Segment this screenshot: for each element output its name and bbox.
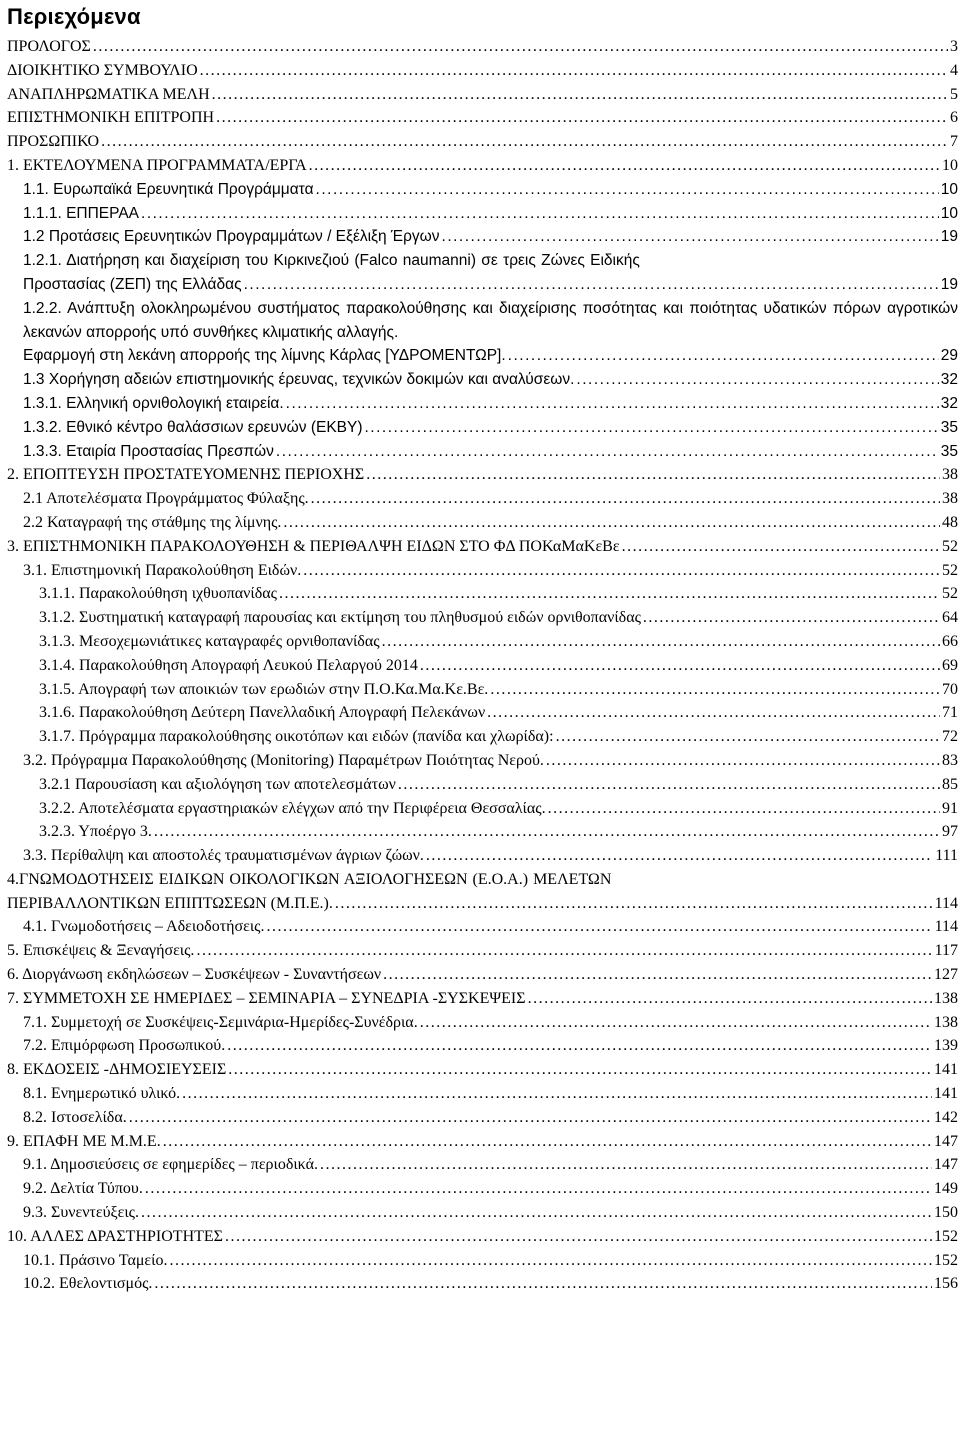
toc-entry-page: 85 <box>942 775 958 793</box>
toc-entry[interactable] <box>7 1249 958 1273</box>
toc-entry-text: 3.2.2. Αποτελέσματα εργαστηριακών ελέγχων από την Περιφέρεια Θεσσαλίας. <box>39 799 546 817</box>
toc-entry-text: 3.2.3. Υποέργο 3. <box>39 823 152 841</box>
dot-leader <box>309 154 940 178</box>
toc-entry-page: 19 <box>940 275 958 293</box>
toc-entry-page: 32 <box>940 394 958 412</box>
toc-entry[interactable] <box>7 202 958 226</box>
toc-entry-text: 2.1 Αποτελέσματα Προγράμματος Φύλαξης. <box>23 490 309 508</box>
dot-leader <box>556 725 940 749</box>
toc-entry-page: 7 <box>950 133 958 151</box>
dot-leader <box>366 463 940 487</box>
toc-entry[interactable] <box>7 987 958 1011</box>
toc-page <box>7 0 958 1296</box>
toc-entry-page: 70 <box>942 680 958 698</box>
toc-entry-page: 19 <box>940 228 958 246</box>
toc-entry-text: ΑΝΑΠΛΗΡΩΜΑΤΙΚΑ ΜΕΛΗ <box>7 85 210 103</box>
toc-entry-text: 3.1.1. Παρακολούθηση ιχθυοπανίδας <box>39 585 277 603</box>
toc-entry-page: 64 <box>942 609 958 627</box>
toc-entry-text: 8. ΕΚΔΟΣΕΙΣ -ΔΗΜΟΣΙΕΥΣΕΙΣ <box>7 1061 227 1079</box>
toc-entry-text: ΠΡΟΛΟΓΟΣ <box>7 38 91 55</box>
toc-entry-text: 1.1. Ευρωπαϊκά Ερευνητικά Προγράμματα <box>23 180 314 198</box>
toc-entry[interactable] <box>7 939 958 963</box>
toc-entry[interactable] <box>7 59 958 83</box>
toc-entry-text: 10.2. Εθελοντισμός. <box>23 1275 153 1293</box>
toc-entry[interactable] <box>7 1201 958 1225</box>
toc-entry-page: 38 <box>942 490 958 508</box>
dot-leader <box>266 915 932 939</box>
toc-entry[interactable] <box>7 559 958 583</box>
toc-entry[interactable] <box>7 1106 958 1130</box>
toc-entry-page: 141 <box>934 1061 958 1079</box>
toc-entry-page: 152 <box>934 1251 958 1269</box>
toc-entry-text: 1.2.1. Διατήρηση και διαχείριση του Κιρκινεζιού (Falco naumanni) σε τρεις Ζώνες Ειδικής <box>23 252 640 270</box>
toc-entry-page: 147 <box>934 1156 958 1174</box>
toc-entry-text: 3. ΕΠΙΣΤΗΜΟΝΙΚΗ ΠΑΡΑΚΟΛΟΥΘΗΣΗ & ΠΕΡΙΘΑΛΨΗ ΕΙΔΩΝ ΣΤΟ ΦΔ ΠΟΚαΜαΚεΒε <box>7 537 620 555</box>
toc-entry-text: 6. Διοργάνωση εκδηλώσεων – Συσκέψεων - Συναντήσεων <box>7 966 382 984</box>
toc-entry[interactable] <box>7 1034 958 1058</box>
toc-entry-page: 48 <box>942 513 958 531</box>
dot-leader <box>141 202 939 226</box>
toc-entry[interactable] <box>7 463 958 487</box>
toc-entry-page: 4 <box>950 61 958 79</box>
dot-leader <box>335 892 933 916</box>
toc-entry-text: 8.1. Ενημερωτικό υλικό. <box>23 1085 181 1103</box>
toc-entry-text: 9.3. Συνεντεύξεις. <box>23 1204 139 1222</box>
toc-entry-text: ΠΡΟΣΩΠΙΚΟ <box>7 133 100 151</box>
toc-entry[interactable] <box>7 511 958 535</box>
toc-entry-page: 127 <box>934 966 958 984</box>
toc-entry-text: 9. ΕΠΑΦΗ ΜΕ Μ.Μ.Ε. <box>7 1132 161 1150</box>
toc-entry-text-continued: Προστασίας (ΖΕΠ) της Ελλάδας <box>23 275 242 293</box>
dot-leader <box>303 559 940 583</box>
dot-leader <box>276 440 939 464</box>
dot-leader <box>643 606 940 630</box>
toc-entry-page: 111 <box>935 847 958 865</box>
toc-entry-page: 97 <box>942 823 958 841</box>
toc-entry-page: 142 <box>934 1108 958 1126</box>
toc-entry-text: 1.2 Προτάσεις Ερευνητικών Προγραμμάτων / Εξέλιξη Έργων <box>23 228 440 246</box>
toc-entry[interactable] <box>7 797 958 821</box>
toc-entry[interactable] <box>7 1177 958 1201</box>
dot-leader <box>528 987 932 1011</box>
toc-entry-text: 1.3.2. Εθνικό κέντρο θαλάσσιων ερευνών (ΕΚΒΥ) <box>23 418 363 436</box>
toc-entry-text: 8.2. Ιστοσελίδα. <box>23 1108 127 1126</box>
toc-entry-text: 3.1.6. Παρακολούθηση Δεύτερη Πανελλαδική Απογραφή Πελεκάνων <box>39 704 486 722</box>
dot-leader <box>212 83 948 107</box>
toc-entry[interactable] <box>7 701 958 725</box>
toc-entry[interactable] <box>7 368 958 392</box>
dot-leader <box>228 1058 932 1082</box>
toc-entry[interactable] <box>7 249 958 297</box>
toc-title: Περιεχόμενα <box>7 4 141 29</box>
dot-leader <box>622 535 940 559</box>
toc-entry[interactable] <box>7 535 958 559</box>
toc-entry-text: 2.2 Καταγραφή της στάθμης της λίμνης. <box>23 513 282 531</box>
toc-entry[interactable] <box>7 1058 958 1082</box>
toc-entry[interactable] <box>7 1225 958 1249</box>
toc-entry-page: 141 <box>934 1085 958 1103</box>
dot-leader <box>279 582 940 606</box>
dot-leader <box>225 1225 932 1249</box>
toc-entry[interactable] <box>7 915 958 939</box>
toc-entry-text: 3.1.5. Απογραφή των αποικιών των ερωδιών στην Π.Ο.Κα.Μα.Κε.Βε. <box>39 680 489 698</box>
dot-leader <box>200 59 948 83</box>
dot-leader <box>141 1201 932 1225</box>
dot-leader <box>311 487 940 511</box>
dot-leader <box>316 178 939 202</box>
dot-leader <box>196 939 932 963</box>
toc-list <box>7 35 958 1296</box>
toc-entry-page: 10 <box>940 180 958 198</box>
toc-entry[interactable] <box>7 178 958 202</box>
toc-entry-text: ΕΠΙΣΤΗΜΟΝΙΚΗ ΕΠΙΤΡΟΠΗ <box>7 109 215 127</box>
toc-entry-page: 149 <box>934 1180 958 1198</box>
toc-entry-text-continued: ΠΕΡΙΒΑΛΛΟΝΤΙΚΩΝ ΕΠΙΠΤΩΣΕΩΝ (Μ.Π.Ε.). <box>7 894 333 912</box>
toc-entry-text: 1.2.2. Ανάπτυξη ολοκληρωμένου συστήματος παρακολούθησης και διαχείρισης ποσότητας και ποιότητας υδατικών πόρων αγροτικών λεκανών απορροής υπό συνθήκες κλιματικής αλλαγής. <box>23 299 958 341</box>
toc-entry-page: 35 <box>940 418 958 436</box>
toc-entry-page: 69 <box>942 656 958 674</box>
dot-leader <box>244 273 939 297</box>
toc-entry-text: 3.2. Πρόγραμμα Παρακολούθησης (Monitoring) Παραμέτρων Ποιότητας Νερού. <box>23 751 544 769</box>
toc-entry-text: 4.1. Γνωμοδοτήσεις – Αδειοδοτήσεις. <box>23 918 265 936</box>
toc-entry-text: 7.2. Επιμόρφωση Προσωπικού. <box>23 1037 226 1055</box>
toc-entry-page: 71 <box>942 704 958 722</box>
toc-entry-text: 3.1. Επιστημονική Παρακολούθηση Ειδών. <box>23 561 302 579</box>
toc-entry-text: 9.1. Δημοσιεύσεις σε εφημερίδες – περιοδικά. <box>23 1156 318 1174</box>
toc-entry-text: 3.1.2. Συστηματική καταγραφή παρουσίας και εκτίμηση του πληθυσμού ειδών ορνιθοπανίδας <box>39 609 641 627</box>
dot-leader <box>154 820 940 844</box>
toc-entry-page: 29 <box>940 347 958 365</box>
dot-leader <box>286 392 939 416</box>
dot-leader <box>490 678 940 702</box>
dot-leader <box>163 1130 932 1154</box>
toc-entry[interactable] <box>7 654 958 678</box>
toc-entry-page: 38 <box>942 466 958 484</box>
toc-entry-page: 5 <box>950 85 958 103</box>
toc-entry-page: 10 <box>940 204 958 222</box>
toc-entry-text: 1.3.1. Ελληνική ορνιθολογική εταιρεία. <box>23 394 284 412</box>
dot-leader <box>154 1272 932 1296</box>
toc-entry-page: 139 <box>934 1037 958 1055</box>
dot-leader <box>426 844 933 868</box>
toc-entry-page: 138 <box>934 989 958 1007</box>
toc-entry-page: 138 <box>934 1013 958 1031</box>
dot-leader <box>93 35 948 59</box>
toc-entry-text: 3.1.3. Μεσοχεμωνιάτικες καταγραφές ορνιθοπανίδας <box>39 632 380 650</box>
toc-entry[interactable] <box>7 749 958 773</box>
toc-entry[interactable] <box>7 225 958 249</box>
dot-leader <box>283 511 940 535</box>
toc-entry-text: ΔΙΟΙΚΗΤΙΚΟ ΣΥΜΒΟΥΛΙΟ <box>7 61 198 79</box>
toc-entry[interactable] <box>7 297 958 368</box>
toc-entry[interactable] <box>7 725 958 749</box>
dot-leader <box>169 1249 932 1273</box>
toc-entry-text: 10.1. Πράσινο Ταμείο. <box>23 1251 168 1269</box>
toc-entry[interactable] <box>7 630 958 654</box>
toc-entry-page: 3 <box>950 38 958 55</box>
toc-entry-text: 4.ΓΝΩΜΟΔΟΤΗΣΕΙΣ ΕΙΔΙΚΩΝ ΟΙΚΟΛΟΓΙΚΩΝ ΑΞΙΟΛΟΓΗΣΕΩΝ (Ε.Ο.Α.) ΜΕΛΕΤΩΝ <box>7 870 612 888</box>
toc-entry-page: 91 <box>942 799 958 817</box>
toc-entry-page: 66 <box>942 632 958 650</box>
toc-entry[interactable] <box>7 868 958 916</box>
toc-entry-page: 147 <box>934 1132 958 1150</box>
toc-entry-page: 156 <box>934 1275 958 1293</box>
dot-leader <box>420 1011 932 1035</box>
toc-entry-page: 52 <box>942 561 958 579</box>
dot-leader <box>487 701 940 725</box>
toc-entry[interactable] <box>7 440 958 464</box>
dot-leader <box>508 344 939 368</box>
toc-entry-text: 5. Επισκέψεις & Ξεναγήσεις. <box>7 942 195 960</box>
toc-entry-page: 117 <box>934 942 958 960</box>
toc-entry[interactable] <box>7 154 958 178</box>
toc-entry[interactable] <box>7 582 958 606</box>
toc-entry-page: 152 <box>934 1227 958 1245</box>
toc-entry[interactable] <box>7 606 958 630</box>
toc-entry-text: 10. ΑΛΛΕΣ ΔΡΑΣΤΗΡΙΟΤΗΤΕΣ <box>7 1227 223 1245</box>
toc-entry-text: 1.3.3. Εταιρία Προστασίας Πρεσπών <box>23 442 274 460</box>
toc-entry-page: 6 <box>950 109 958 127</box>
toc-entry-page: 35 <box>940 442 958 460</box>
dot-leader <box>576 368 938 392</box>
toc-entry-page: 32 <box>940 371 958 389</box>
toc-entry-page: 114 <box>934 918 958 936</box>
toc-entry-text: 9.2. Δελτία Τύπου. <box>23 1180 143 1198</box>
toc-entry[interactable] <box>7 35 958 59</box>
dot-leader <box>398 773 940 797</box>
toc-entry-page: 114 <box>934 894 958 912</box>
toc-entry[interactable] <box>7 130 958 154</box>
toc-entry[interactable] <box>7 773 958 797</box>
dot-leader <box>145 1177 932 1201</box>
toc-entry-text: 3.1.4. Παρακολούθηση Απογραφή Λευκού Πελαργού 2014 <box>39 656 418 674</box>
toc-entry-text: 3.1.7. Πρόγραμμα παρακολούθησης οικοτόπων και ειδών (πανίδα και χλωρίδα): <box>39 728 554 746</box>
dot-leader <box>216 106 948 130</box>
dot-leader <box>420 654 940 678</box>
toc-entry[interactable] <box>7 392 958 416</box>
toc-entry[interactable] <box>7 1272 958 1296</box>
dot-leader <box>383 963 932 987</box>
toc-entry[interactable] <box>7 106 958 130</box>
toc-entry[interactable] <box>7 83 958 107</box>
dot-leader <box>382 630 940 654</box>
toc-entry[interactable] <box>7 1082 958 1106</box>
dot-leader <box>548 797 940 821</box>
toc-entry[interactable] <box>7 678 958 702</box>
dot-leader <box>320 1153 932 1177</box>
dot-leader <box>546 749 940 773</box>
toc-entry[interactable] <box>7 963 958 987</box>
toc-entry[interactable] <box>7 844 958 868</box>
toc-entry[interactable] <box>7 820 958 844</box>
toc-entry[interactable] <box>7 416 958 440</box>
toc-entry-text: 7.1. Συμμετοχή σε Συσκέψεις-Σεμινάρια-Ημερίδες-Συνέδρια. <box>23 1013 418 1031</box>
dot-leader <box>365 416 939 440</box>
toc-entry[interactable] <box>7 1011 958 1035</box>
toc-entry[interactable] <box>7 1130 958 1154</box>
toc-entry-page: 52 <box>942 585 958 603</box>
toc-entry-page: 150 <box>934 1204 958 1222</box>
toc-entry-text: 3.3. Περίθαλψη και αποστολές τραυματισμένων άγριων ζώων. <box>23 847 424 865</box>
toc-entry[interactable] <box>7 487 958 511</box>
dot-leader <box>182 1082 932 1106</box>
toc-entry-text: 2. ΕΠΟΠΤΕΥΣΗ ΠΡΟΣΤΑΤΕΥΟΜΕΝΗΣ ΠΕΡΙΟΧΗΣ <box>7 466 365 484</box>
toc-entry[interactable] <box>7 1153 958 1177</box>
toc-entry-text-continued: Εφαρμογή στη λεκάνη απορροής της λίμνης Κάρλας [ΥΔΡΟΜΕΝΤΩΡ]. <box>23 347 506 365</box>
dot-leader <box>442 225 939 249</box>
dot-leader <box>129 1106 932 1130</box>
toc-entry-text: 1. ΕΚΤΕΛΟΥΜΕΝΑ ΠΡΟΓΡΑΜΜΑΤΑ/ΕΡΓΑ <box>7 156 307 174</box>
toc-entry-text: 7. ΣΥΜΜΕΤΟΧΗ ΣΕ ΗΜΕΡΙΔΕΣ – ΣΕΜΙΝΑΡΙΑ – ΣΥΝΕΔΡΙΑ -ΣΥΣΚΕΨΕΙΣ <box>7 989 526 1007</box>
toc-entry-page: 72 <box>942 728 958 746</box>
toc-entry-page: 10 <box>942 156 958 174</box>
toc-entry-text: 1.1.1. ΕΠΠΕΡΑΑ <box>23 204 140 222</box>
dot-leader <box>227 1034 932 1058</box>
dot-leader <box>101 130 948 154</box>
toc-entry-page: 83 <box>942 751 958 769</box>
toc-entry-text: 3.2.1 Παρουσίαση και αξιολόγηση των αποτελεσμάτων <box>39 775 396 793</box>
toc-entry-page: 52 <box>942 537 958 555</box>
toc-entry-text: 1.3 Χορήγηση αδειών επιστημονικής έρευνας, τεχνικών δοκιμών και αναλύσεων. <box>23 371 575 389</box>
